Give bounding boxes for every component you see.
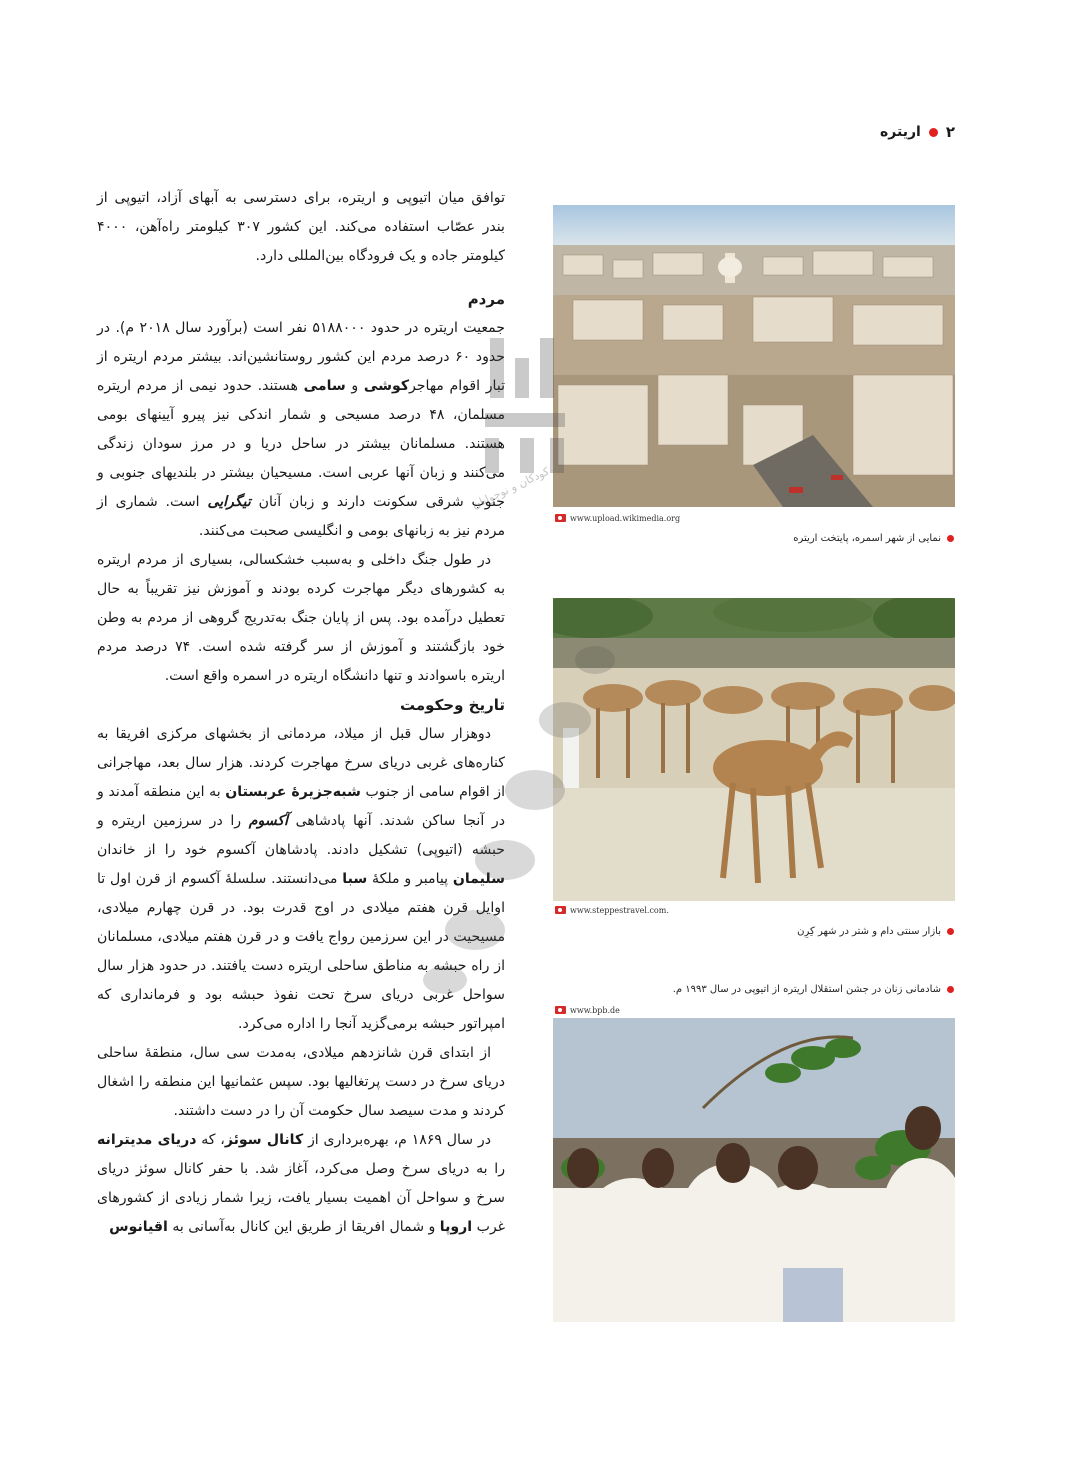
asmara-image [553, 205, 955, 507]
page-number: ۲ [945, 123, 955, 141]
photo-asmara [553, 205, 955, 507]
header-dot [929, 128, 938, 137]
section-heading-people: مردم [467, 290, 505, 308]
history-paragraph-1: دوهزار سال قبل از میلاد، مردمانی از بخشهای مرکزی افریقا به کناره‌های غربی دریای سرخ مهاجرت کردند. هزار سال بعد، مهاجرانی از اقوام سامی از جنوب شبه‌جزیرهٔ عربستان به این منطقه آمدند و در آنجا ساکن شدند. آنها پادشاهی آکسوم را در سرزمین اریتره و حبشه (اتیوپی) تشکیل دادند. پادشاهان آکسوم خود را از خاندان سلیمان پیامبر و ملکهٔ سبا می‌دانستند. سلسلهٔ آکسوم از قرن اول تا اوایل قرن هفتم میلادی در اوج قدرت بود. در قرن چهارم میلادی، مسیحیت در این سرزمین رواج یافت و در قرن هفتم میلادی، مسلمانان از راه حبشه به مناطق ساحلی اریتره دست یافتند. در حدود هزار سال سواحل غربی دریای سرخ تحت نفوذ حبشه بود و فرمانداری که امپراتور حبشه برمی‌گزید آنجا را اداره می‌کرد. [97, 726, 506, 1032]
watermark-diagonal [395, 620, 655, 1000]
caption-celebration: شادمانی زنان در جشن استقلال اریتره از اتیوپی در سال ۱۹۹۳ م. [673, 984, 954, 995]
page-header [880, 121, 955, 143]
section-heading-history: تاریخ وحکومت [400, 696, 505, 714]
caption-dot [947, 535, 954, 542]
camera-icon [555, 1006, 566, 1014]
credit-celebration: www.bpb.de [555, 1003, 620, 1017]
credit-asmara: www.upload.wikimedia.org [555, 511, 680, 525]
credit-camel-market: www.steppestravel.com. [555, 903, 669, 917]
watermark-text: کودکان و نوجوانان [470, 464, 552, 512]
celebration-image [553, 1018, 955, 1322]
caption-asmara: نمایی از شهر اسمره، پایتخت اریتره [793, 533, 954, 544]
people-paragraph-2: در طول جنگ داخلی و به‌سبب خشکسالی، بسیاری از مردم اریتره به کشورهای دیگر مهاجرت کرده بودند و آموزش نیز تقریباً به حال تعطیل درآمده بود. پس از پایان جنگ به‌تدریج گروهی از مردم به وطن خود بازگشتند و آموزش از سر گرفته شده است. ۷۴ درصد مردم اریتره باسوادند و تنها دانشگاه اریتره در اسمره واقع است. [97, 552, 505, 684]
caption-dot [947, 928, 954, 935]
caption-dot [947, 986, 954, 993]
page-title: اریتره [880, 124, 921, 140]
intro-paragraph: توافق میان اتیوپی و اریتره، برای دسترسی به آبهای آزاد، اتیوپی از بندر عصّاب استفاده می‌کند. این کشور ۳۰۷ کیلومتر راه‌آهن، ۴۰۰۰ کیلومتر جاده و یک فرودگاه بین‌المللی دارد. [97, 190, 505, 264]
history-paragraph-2: از ابتدای قرن شانزدهم میلادی، به‌مدت سی سال، منطقهٔ ساحلی دریای سرخ در دست پرتغالیها بود. سپس عثمانیها این منطقه را اشغال کردند و مدت سیصد سال حکومت آن را در دست داشتند. [97, 1045, 505, 1119]
caption-camel-market: بازار سنتی دام و شتر در شهر کِرِن [797, 926, 954, 937]
people-paragraph-1: جمعیت اریتره در حدود ۵۱۸۸۰۰۰ نفر است (برآورد سال ۲۰۱۸ م). در حدود ۶۰ درصد مردم این کشور روستانشین‌اند. بیشتر مردم اریتره از تبار اقوام مهاجرکوشی و سامی هستند. حدود نیمی از مردم اریتره مسلمان، ۴۸ درصد مسیحی و شمار اندکی نیز پیرو آیینهای بومی هستند. مسلمانان بیشتر در ساحل دریا و در مرز سودان زندگی می‌کنند و زبان آنها عربی است. مسیحیان بیشتر در بلندیهای جنوبی و جنوب شرقی سکونت دارند و زبان آنان تیگرایی است. شماری از مردم نیز به زبانهای بومی و انگلیسی صحبت می‌کنند. [97, 320, 506, 539]
photo-celebration [553, 1018, 955, 1322]
history-paragraph-3: در سال ۱۸۶۹ م، بهره‌برداری از کانال سوئز، که دریای مدیترانه را به دریای سرخ وصل می‌کرد، آغاز شد. با حفر کانال سوئز دریای سرخ و سواحل آن اهمیت بسیار یافت، زیرا شمار زیادی از کشورهای غرب اروپا و شمال افریقا از طریق این کانال به‌آسانی به اقیانوس [97, 1132, 505, 1235]
